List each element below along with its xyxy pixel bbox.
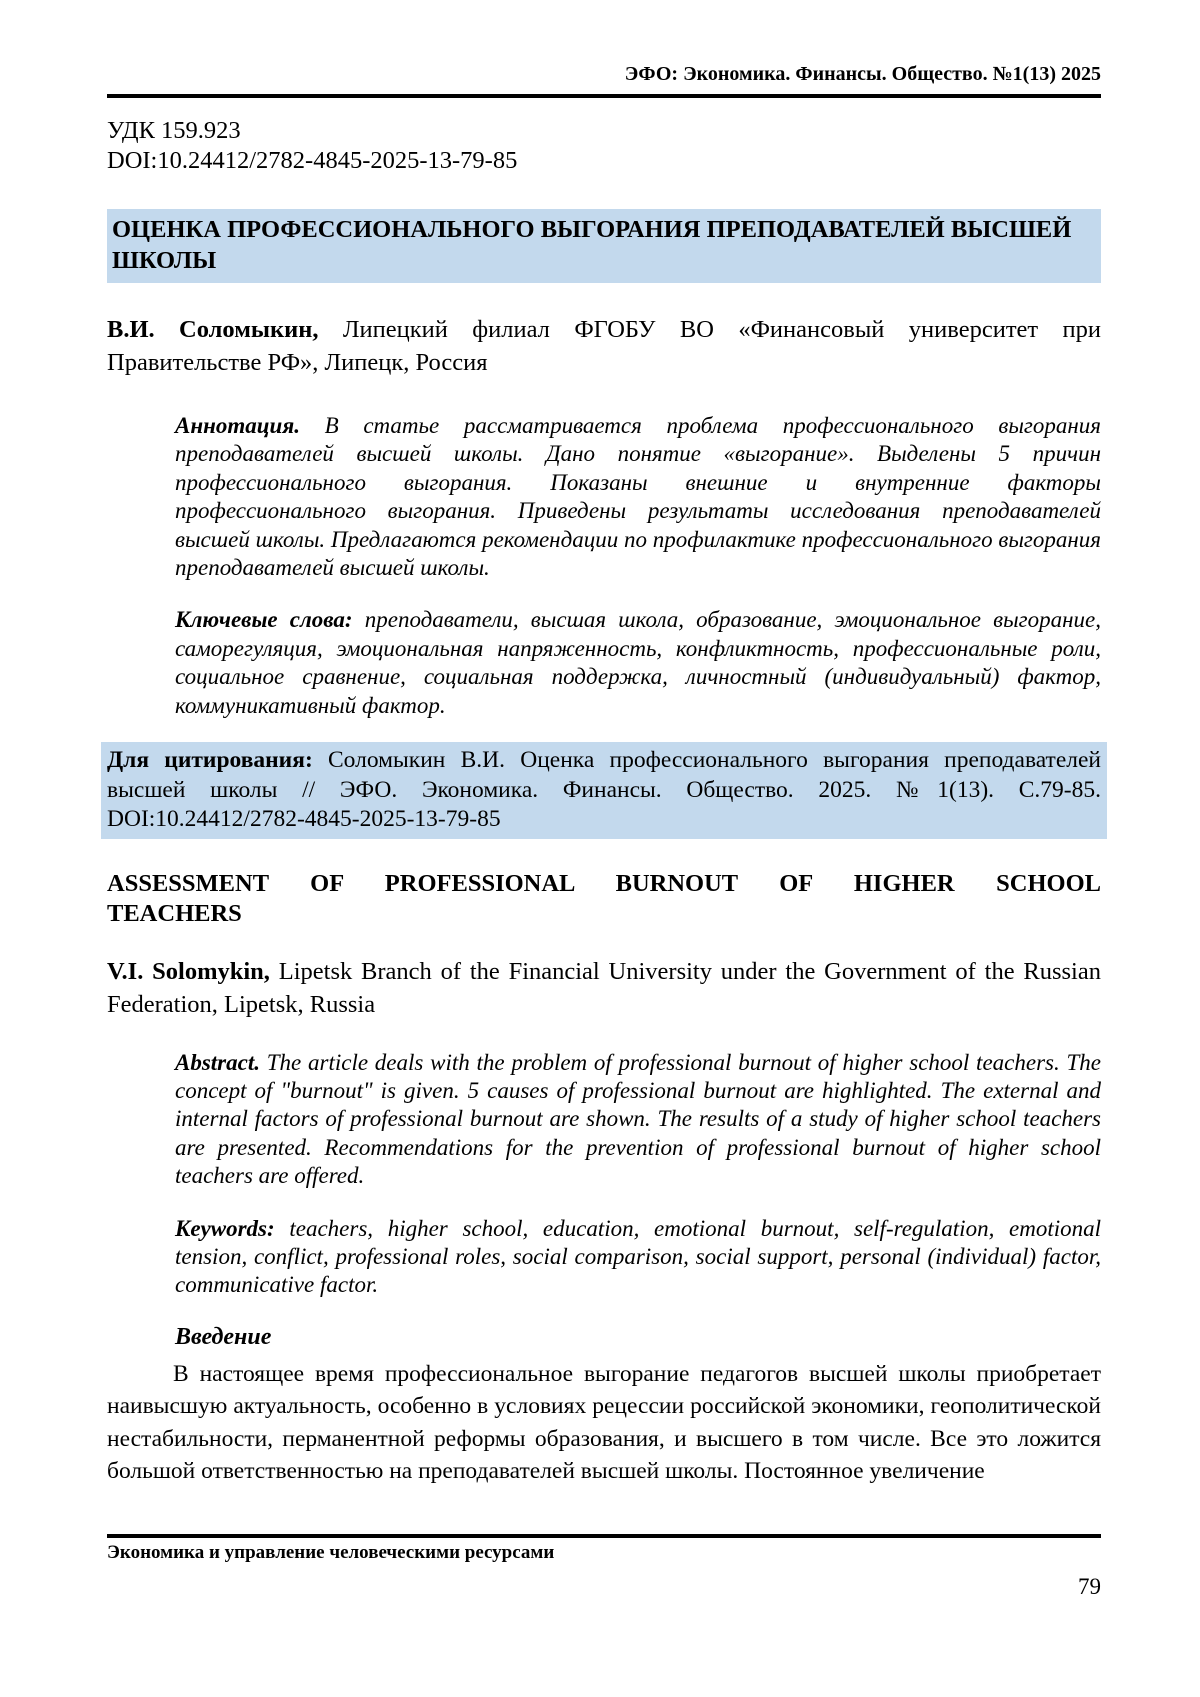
abstract-en-text: The article deals with the problem of professional burnout of higher school teachers. The concept of "burnout" is given. 5 causes of professional burnout are highlighted. The external and internal factors of professional burnout are shown. The results of a study of higher school teachers are presented. Recommendations for the prevention of professional burnout of higher school teachers are offered.: [175, 1049, 1101, 1189]
header-rule: [107, 94, 1101, 98]
page-footer: [107, 1534, 1101, 1600]
citation-label: Для цитирования:: [107, 747, 313, 774]
abstract-ru-label: Аннотация.: [175, 413, 300, 438]
author-affiliation-ru: Липецкий филиал ФГОБУ ВО «Финансовый университет при Правительстве РФ», Липецк, Россия: [107, 316, 1101, 376]
keywords-en: [175, 1215, 1101, 1300]
keywords-en-label: Keywords:: [175, 1215, 275, 1241]
keywords-en-text: teachers, higher school, education, emotional burnout, self-regulation, emotional tension, conflict, professional roles, social comparison, social support, personal (individual) factor, communicative factor.: [175, 1215, 1101, 1298]
article-meta: [107, 116, 1101, 176]
author-ru: [107, 313, 1101, 379]
introduction-heading: Введение: [175, 1323, 272, 1350]
doi-line: DOI:10.24412/2782-4845-2025-13-79-85: [107, 147, 518, 174]
page-number: 79: [1078, 1574, 1101, 1599]
udk-line: УДК 159.923: [107, 117, 241, 144]
abstract-en-label: Abstract.: [175, 1049, 260, 1075]
keywords-ru-label: Ключевые слова:: [175, 607, 353, 633]
journal-header: ЭФО: Экономика. Финансы. Общество. №1(13) 2025: [624, 63, 1101, 85]
introduction-paragraph: В настоящее время профессиональное выгорание педагогов высшей школы приобретает наивысшую актуальность, особенно в условиях рецессии российской экономики, геополитической нестабильности, перманентной реформы образования, и высшего в том числе. Все это ложится большой ответственностью на преподавателей высшей школы. Постоянное увеличение: [107, 1360, 1101, 1485]
footer-rule: [107, 1534, 1101, 1538]
abstract-ru: [175, 412, 1101, 582]
citation-block: [101, 742, 1107, 839]
citation-text: Соломыкин В.И. Оценка профессионального выгорания преподавателей высшей школы // ЭФО. Экономика. Финансы. Общество. 2025. №1(13). С.79-85. DOI:10.24412/2782-4845-2025-13-79-85: [107, 747, 1101, 833]
keywords-ru-text: преподаватели, высшая школа, образование, эмоциональное выгорание, саморегуляция, эмоциональная напряженность, конфликтность, профессиональные роли, социальное сравнение, социальная поддержка, личностный (индивидуальный) фактор, коммуникативный фактор.: [175, 607, 1102, 718]
page-content: [107, 0, 1101, 1488]
author-en: [107, 955, 1101, 1021]
footer-section-title: Экономика и управление человеческими ресурсами: [107, 1542, 555, 1563]
author-name-ru: В.И. Соломыкин,: [107, 316, 319, 343]
author-name-en: V.I. Solomykin,: [107, 957, 270, 985]
article-title-ru: ОЦЕНКА ПРОФЕССИОНАЛЬНОГО ВЫГОРАНИЯ ПРЕПОДАВАТЕЛЕЙ ВЫСШЕЙ ШКОЛЫ: [107, 209, 1101, 283]
abstract-en: [175, 1049, 1101, 1191]
article-title-en: ASSESSMENT OF PROFESSIONAL BURNOUT OF HIGHER SCHOOL TEACHERS: [107, 869, 1101, 927]
abstract-ru-text: В статье рассматривается проблема профессионального выгорания преподавателей высшей школы. Дано понятие «выгорание». Выделены 5 причин профессионального выгорания. Показаны внешние и внутренние факторы профессионального выгорания. Приведены результаты исследования преподавателей высшей школы. Предлагаются рекомендации по профилактике профессионального выгорания преподавателей высшей школы.: [175, 413, 1101, 581]
author-affiliation-en: Lipetsk Branch of the Financial University under the Government of the Russian Federation, Lipetsk, Russia: [107, 957, 1101, 1018]
keywords-ru: [175, 606, 1101, 720]
